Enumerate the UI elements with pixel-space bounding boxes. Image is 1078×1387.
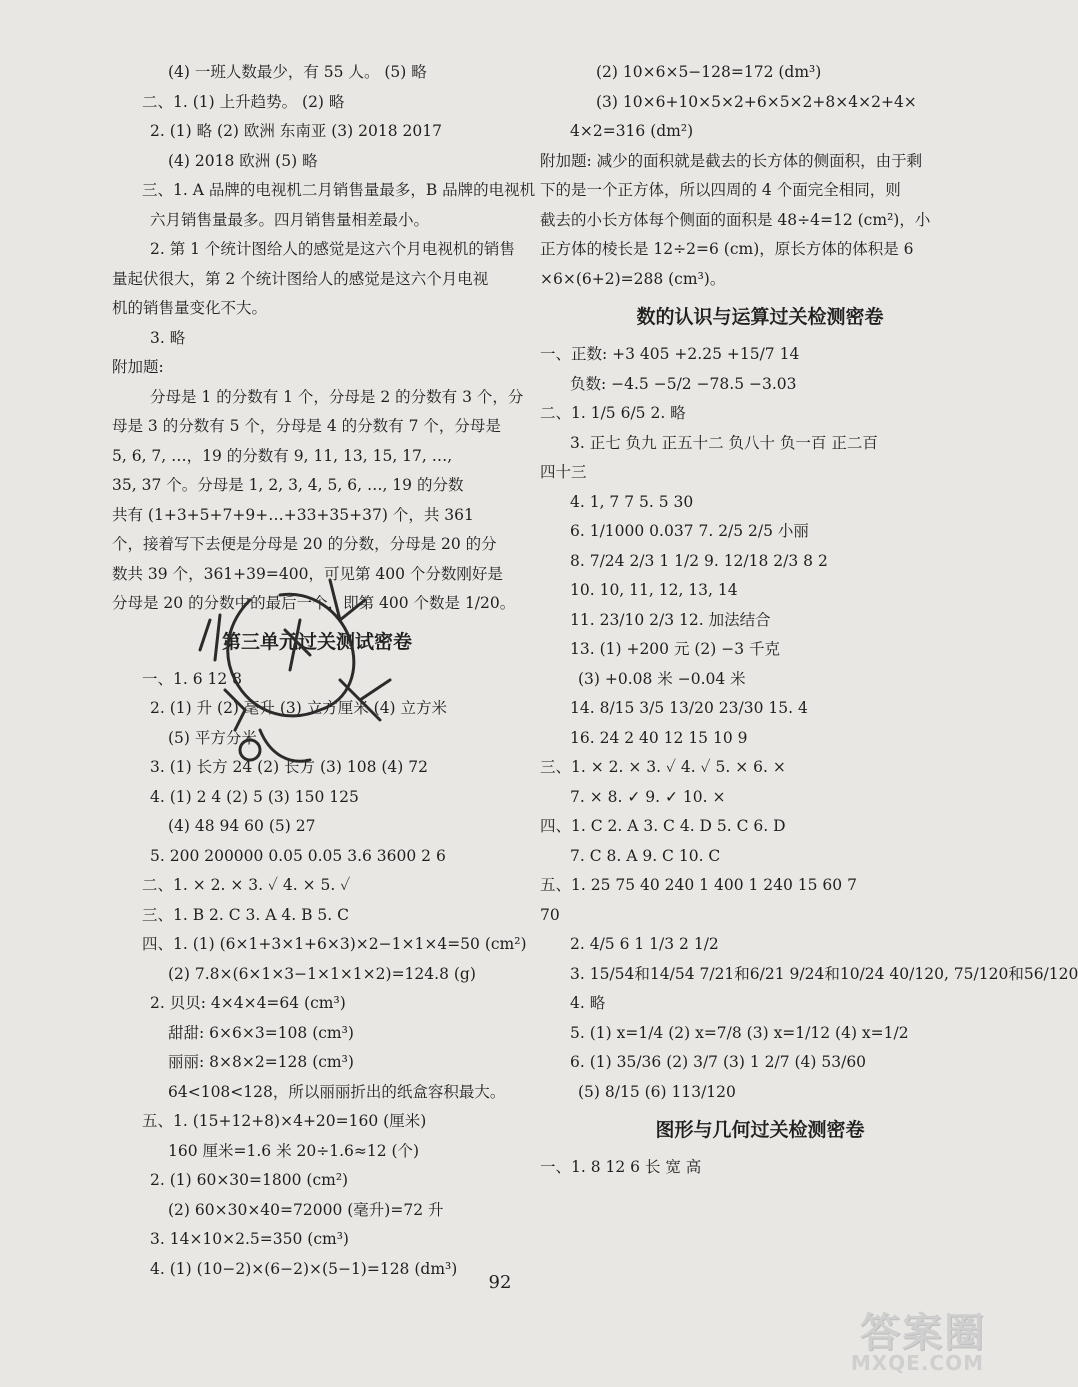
answer-line: 3. 略 [150,328,186,347]
answer-line: 二、1. × 2. × 3. ✓ 4. × 5. ✓ [142,876,351,894]
answer-line: 3. 14×10×2.5=350 (cm³) [150,1230,349,1248]
answer-line: 机的销售量变化不大。 [112,299,268,317]
section-title: 第三单元过关测试密卷 [221,630,412,653]
answer-line: 10. 10, 11, 12, 13, 14 [570,581,738,599]
handwritten-scribble-icon [190,560,410,790]
answer-line: 三、1. A 品牌的电视机二月销售量最多，B 品牌的电视机 [142,181,536,199]
answer-line: (4) 2018 欧洲 (5) 略 [168,151,318,170]
answer-line: (2) 7.8×(6×1×3−1×1×1×2)=124.8 (g) [168,964,476,983]
answer-line: 附加题: 减少的面积就是截去的长方体的侧面积，由于剩 [540,151,923,170]
answer-line: 4. 略 [570,994,606,1012]
answer-line: 分母是 20 的分数中的最后一个，即第 400 个数是 1/20。 [112,594,516,612]
answer-line: (2) 60×30×40=72000 (毫升)=72 升 [168,1200,444,1219]
answer-line: (5) 8/15 (6) 113/120 [578,1082,736,1101]
answer-line: 四、1. (1) (6×1+3×1+6×3)×2−1×1×4=50 (cm²) [142,935,527,953]
answer-line: 2. 第 1 个统计图给人的感觉是这六个月电视机的销售 [150,240,515,258]
answer-line: 六月销售量最多。四月销售量相差最小。 [150,210,430,229]
answer-line: 2. 贝贝: 4×4×4=64 (cm³) [150,994,346,1012]
answer-line: 正方体的棱长是 12÷2=6 (cm)，原长方体的体积是 6 [540,240,914,258]
answer-line: 2. 4/5 6 1 1/3 2 1/2 [570,935,719,953]
right-column [540,58,1078,1183]
answer-line: 2. (1) 略 (2) 欧洲 东南亚 (3) 2018 2017 [150,122,442,140]
answer-line: 母是 3 的分数有 5 个，分母是 4 的分数有 7 个，分母是 [112,417,501,435]
answer-line: 5. 200 200000 0.05 0.05 3.6 3600 2 6 [150,846,446,865]
answer-line: 分母是 1 的分数有 1 个，分母是 2 的分数有 3 个，分 [150,387,524,406]
answer-line: 甜甜: 6×6×3=108 (cm³) [168,1023,354,1042]
section-title: 图形与几何过关检测密卷 [655,1119,865,1141]
answer-line: 一、1. 8 12 6 长 宽 高 [540,1158,702,1176]
watermark-url: MXQE.COM [850,1351,984,1375]
answer-line: 3. 15/54和14/54 7/21和6/21 9/24和10/24 40/120, 75/120和56/120 [570,964,1078,983]
answer-line: 负数: −4.5 −5/2 −78.5 −3.03 [570,374,797,393]
answer-line: 截去的小长方体每个侧面的面积是 48÷4=12 (cm²)，小 [540,210,931,229]
answer-line: 附加题: [112,358,164,376]
answer-line: 量起伏很大，第 2 个统计图给人的感觉是这六个月电视 [112,269,489,288]
answer-line: 数共 39 个，361+39=400，可见第 400 个分数刚好是 [112,564,503,583]
answer-line: ×6×(6+2)=288 (cm³)。 [540,269,726,288]
answer-line: (4) 一班人数最少，有 55 人。 (5) 略 [168,63,427,81]
answer-line: (5) 平方分米 [168,728,257,747]
answer-line: 7. C 8. A 9. C 10. C [570,846,721,865]
answer-line: 三、1. B 2. C 3. A 4. B 5. C [142,905,349,924]
answer-line: 三、1. × 2. × 3. ✓ 4. ✓ 5. × 6. × [540,758,786,776]
answer-line: 二、1. 1/5 6/5 2. 略 [540,404,686,422]
page-number: 92 [488,1272,512,1293]
answer-line: (4) 48 94 60 (5) 27 [168,817,316,835]
answer-line: 丽丽: 8×8×2=128 (cm³) [168,1053,354,1071]
answer-line: 二、1. (1) 上升趋势。 (2) 略 [142,92,345,111]
answer-line: (3) +0.08 米 −0.04 米 [578,669,746,688]
answer-line: 6. 1/1000 0.037 7. 2/5 2/5 小丽 [570,522,809,540]
answer-line: 6. (1) 35/36 (2) 3/7 (3) 1 2/7 (4) 53/60 [570,1053,867,1071]
answer-line: 8. 7/24 2/3 1 1/2 9. 12/18 2/3 8 2 [570,551,828,570]
answer-line: 五、1. 25 75 40 240 1 400 1 240 15 60 7 [540,876,857,894]
section-title: 数的认识与运算过关检测密卷 [636,306,884,328]
answer-line: 7. × 8. ✓ 9. ✓ 10. × [570,787,726,806]
watermark-logo [812,1301,992,1381]
answer-line: 16. 24 2 40 12 15 10 9 [570,728,748,747]
answer-line: 3. (1) 长方 24 (2) 长方 (3) 108 (4) 72 [150,758,428,776]
answer-line: 4. (1) 2 4 (2) 5 (3) 150 125 [150,787,359,806]
answer-line: 4×2=316 (dm²) [570,122,694,140]
answer-line: 11. 23/10 2/3 12. 加法结合 [570,610,771,629]
answer-line: 5. (1) x=1/4 (2) x=7/8 (3) x=1/12 (4) x=1/2 [570,1023,909,1042]
answer-line: 下的是一个正方体，所以四周的 4 个面完全相同，则 [540,181,901,199]
answer-line: 共有 (1+3+5+7+9+…+33+35+37) 个，共 361 [112,505,474,524]
answer-line: 2. (1) 60×30=1800 (cm²) [150,1171,349,1189]
answer-line: 四、1. C 2. A 3. C 4. D 5. C 6. D [540,817,786,835]
answer-line: 4. (1) (10−2)×(6−2)×(5−1)=128 (dm³) [150,1259,458,1278]
answer-line: 14. 8/15 3/5 13/20 23/30 15. 4 [570,699,808,717]
answer-line: 4. 1, 7 7 5. 5 30 [570,492,694,511]
answer-line: 70 [540,905,560,924]
answer-line: 五、1. (15+12+8)×4+20=160 (厘米) [142,1112,427,1130]
answer-line: (3) 10×6+10×5×2+6×5×2+8×4×2+4× [596,92,917,111]
answer-line: 5, 6, 7, …，19 的分数有 9, 11, 13, 15, 17, …, [112,446,453,465]
answer-line: 一、1. 6 12 8 [142,669,243,688]
answer-line: (2) 10×6×5−128=172 (dm³) [596,63,822,81]
answer-line: 个，接着写下去便是分母是 20 的分数，分母是 20 的分 [112,535,497,553]
answer-line: 13. (1) +200 元 (2) −3 千克 [570,640,781,658]
answer-line: 160 厘米=1.6 米 20÷1.6≈12 (个) [168,1141,420,1160]
answer-line: 一、正数: +3 405 +2.25 +15/7 14 [540,345,800,363]
answer-line: 3. 正七 负九 正五十二 负八十 负一百 正二百 [570,433,878,452]
watermark-logo-text: 答案圈 [860,1310,986,1356]
answer-line: 四十三 [540,463,587,481]
answer-line: 2. (1) 升 (2) 毫升 (3) 立方厘米 (4) 立方米 [150,699,448,717]
answer-line: 35, 37 个。分母是 1, 2, 3, 4, 5, 6, …, 19 的分数 [112,476,464,494]
answer-line: 64<108<128，所以丽丽折出的纸盒容积最大。 [168,1082,506,1101]
